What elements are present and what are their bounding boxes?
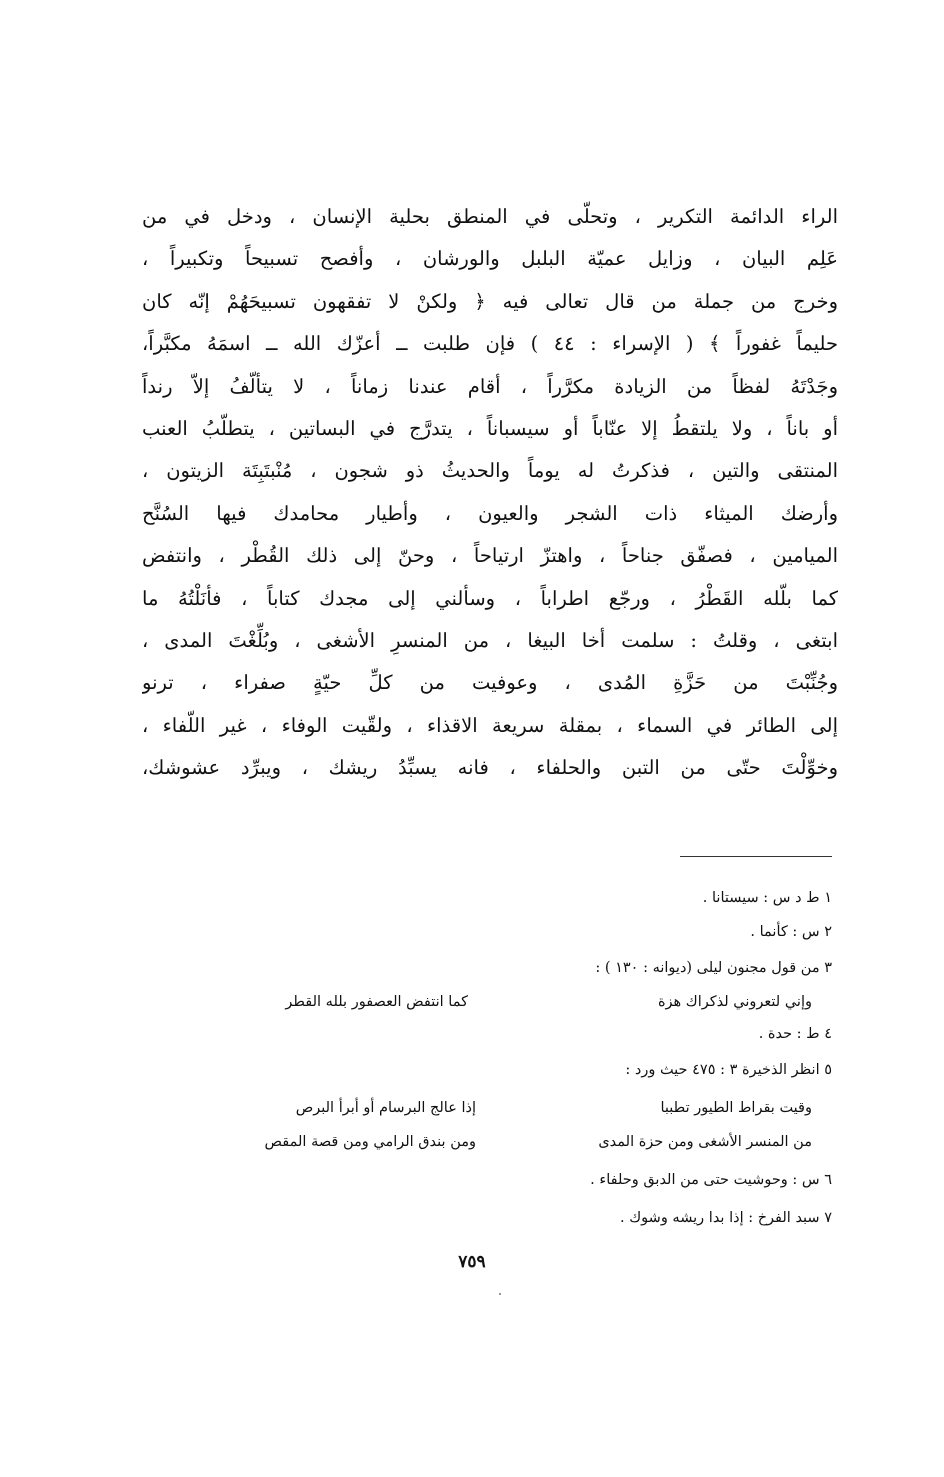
footnote-number: ٢ [824,924,832,940]
scan-speck [499,1293,501,1295]
verse-second-hemistich: ومن بندق الرامي ومن قصة المقص [264,1134,476,1150]
footnote-text: س : وحوشيت حتى من الدبق وحلفاء . [590,1172,820,1188]
verse-first-hemistich: من المنسر الأشغى ومن حزة المدى [598,1134,812,1150]
text-line: ابتغى ، وقلتُ : سلمت أخا البيغا ، من المنسرِ الأشغى ، وبُلِّغْتَ المدى ، [142,628,838,652]
main-text [142,196,838,789]
text-line: وخرج من جملة من قال تعالى فيه ﴿ ولكنْ لا تفقهون تسبيحَهُمْ إنّه كان [142,289,838,313]
footnote-number: ٥ [824,1062,832,1078]
text-line: كما بلّله القَطْرُ ، ورجّع اطراباً ، وسألني إلى مجدك كتاباً ، فأنَلْتُهُ ما [142,586,838,610]
footnote-1 [703,888,832,908]
footnote-number: ٣ [824,960,832,976]
page-number: ٧٥٩ [458,1252,486,1272]
footnote-5 [625,1060,832,1080]
footnote-6 [590,1170,832,1190]
text-line: أو باناً ، ولا يلتقطُ إلا عنّاباً أو سيسباناً ، يتدرَّج في البساتين ، يتطلّبُ العنب [142,416,838,440]
text-line: وجَدْتَهُ لفظاً من الزيادة مكرَّراً ، أقام عندنا زماناً ، لا يتألّفُ إلاّ رنداً [142,374,838,398]
footnote-7 [620,1208,832,1228]
footnote-text: س : كأنما . [750,924,820,940]
text-line: المنتقى والتين ، فذكرتُ له يوماً والحديثُ ذو شجون ، مُنْبتَبِتَة الزيتون ، [142,459,838,483]
footnote-3 [595,958,832,978]
footnote-divider [680,856,832,857]
footnote-number: ٤ [824,1026,832,1042]
footnote-number: ١ [824,890,832,906]
footnote-text: من قول مجنون ليلى (ديوانه : ١٣٠ ) : [595,960,820,976]
footnote-number: ٦ [824,1172,832,1188]
text-line: حليماً غفوراً ﴾ ( الإسراء : ٤٤ ) فإن طلبت ــ أعزّك الله ــ اسمَهُ مكبَّراً، [142,332,838,356]
text-line: وجُنِّبْتَ من حَزَّةِ المُدى ، وعوفيت من كلِّ حيّةٍ صفراء ، ترنو [142,671,838,695]
verse-first-hemistich: وإني لتعروني لذكراك هزة [657,994,812,1010]
text-line: وأرضك الميثاء ذات الشجر والعيون ، وأطيار محامدك فيها السُنَّح [142,501,838,525]
footnote-4 [759,1024,832,1044]
text-line: الميامين ، فصفّق جناحاً ، واهتزّ ارتياحاً ، وحنّ إلى ذلك القُطْر ، وانتفض [142,544,838,568]
footnote-text: ط : حدة . [758,1026,820,1042]
footnote-text: ط د س : سيستانا . [702,890,820,906]
footnote-text: انظر الذخيرة ٣ : ٤٧٥ حيث ورد : [625,1062,820,1078]
text-line: الراء الدائمة التكرير ، وتحلّى في المنطق بحلية الإنسان ، ودخل في من [142,205,838,228]
text-line: وخوِّلْتَ حتّى من التبن والحلفاء ، فانه يسبِّدُ ريشك ، ويبرِّد عشوشك، [142,756,838,780]
footnote-text: سبد الفرخ : إذا بدا ريشه وشوك . [620,1210,820,1226]
text-line: عَلِم البيان ، وزايل عميّة البلبل والورشان ، وأفصح تسبيحاً وتكبيراً ، [142,247,838,271]
footnote-2 [750,922,832,942]
verse-first-hemistich: وقيت بقراط الطيور تطببا [660,1100,812,1116]
verse-second-hemistich: إذا عالج البرسام أو أبرأ البرص [295,1100,476,1116]
verse-second-hemistich: كما انتفض العصفور بلله القطر [285,994,468,1010]
footnote-number: ٧ [824,1210,832,1226]
text-line: إلى الطائر في السماء ، بمقلة سريعة الاقذاء ، ولقّيت الوفاء ، غير اللّفاء ، [142,713,838,737]
